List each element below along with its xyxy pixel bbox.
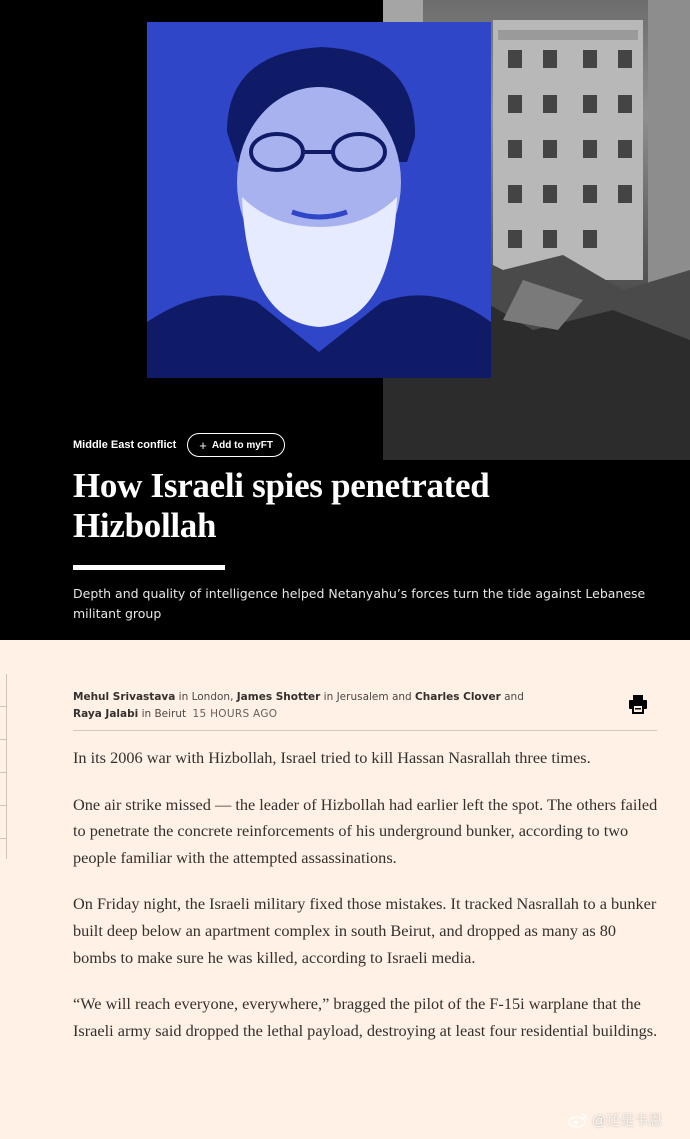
byline-location: in London, [175,691,237,703]
topic-link[interactable]: Middle East conflict [73,439,177,451]
print-button[interactable] [628,694,648,714]
author-link[interactable]: Raya Jalabi [73,708,139,720]
byline-location: in Beirut [138,708,190,720]
author-link[interactable]: Charles Clover [415,691,501,703]
watermark [568,1110,662,1130]
article-paragraph: “We will reach everyone, everywhere,” bragged the pilot of the F-15i warplane that the Israeli army said dropped the lethal payload, destroying at least four residential buildings. [73,994,658,1040]
article-body [73,745,658,1064]
headline: How Israeli spies penetrated Hizbollah [73,466,490,545]
publish-time: 15 HOURS AGO [192,708,278,720]
author-link[interactable]: James Shotter [236,691,321,703]
byline-conjunction: and [500,691,524,703]
plus-icon: + [199,437,207,453]
watermark-text: @还是韦恩 [592,1112,663,1128]
weibo-icon [568,1112,588,1128]
standfirst: Depth and quality of intelligence helped Netanyahu’s forces turn the tide against Lebanese militant group [73,586,646,621]
article-paragraph: In its 2006 war with Hizbollah, Israel tried to kill Hassan Nasrallah three times. [73,748,591,767]
byline-divider [73,730,657,731]
byline-location: in Jerusalem and [320,691,416,703]
sidebar-fragment [0,674,7,859]
topic-row [73,433,285,457]
add-to-myft-button[interactable] [187,433,285,457]
article-paragraph: On Friday night, the Israeli military fixed those mistakes. It tracked Nasrallah to a bunker built deep below an apartment complex in south Beirut, and dropped as many as 80 bombs to make sure he was killed, according to Israeli media. [73,894,657,967]
printer-icon [628,694,648,714]
byline [73,689,543,723]
add-to-myft-label: Add to myFT [211,439,273,451]
hero-portrait-image [147,22,491,378]
author-link[interactable]: Mehul Srivastava [73,691,176,703]
headline-rule [73,565,225,570]
article-paragraph: One air strike missed — the leader of Hizbollah had earlier left the spot. The others failed to penetrate the concrete reinforcements of his underground bunker, according to two people familiar with the attempted assassinations. [73,794,658,867]
